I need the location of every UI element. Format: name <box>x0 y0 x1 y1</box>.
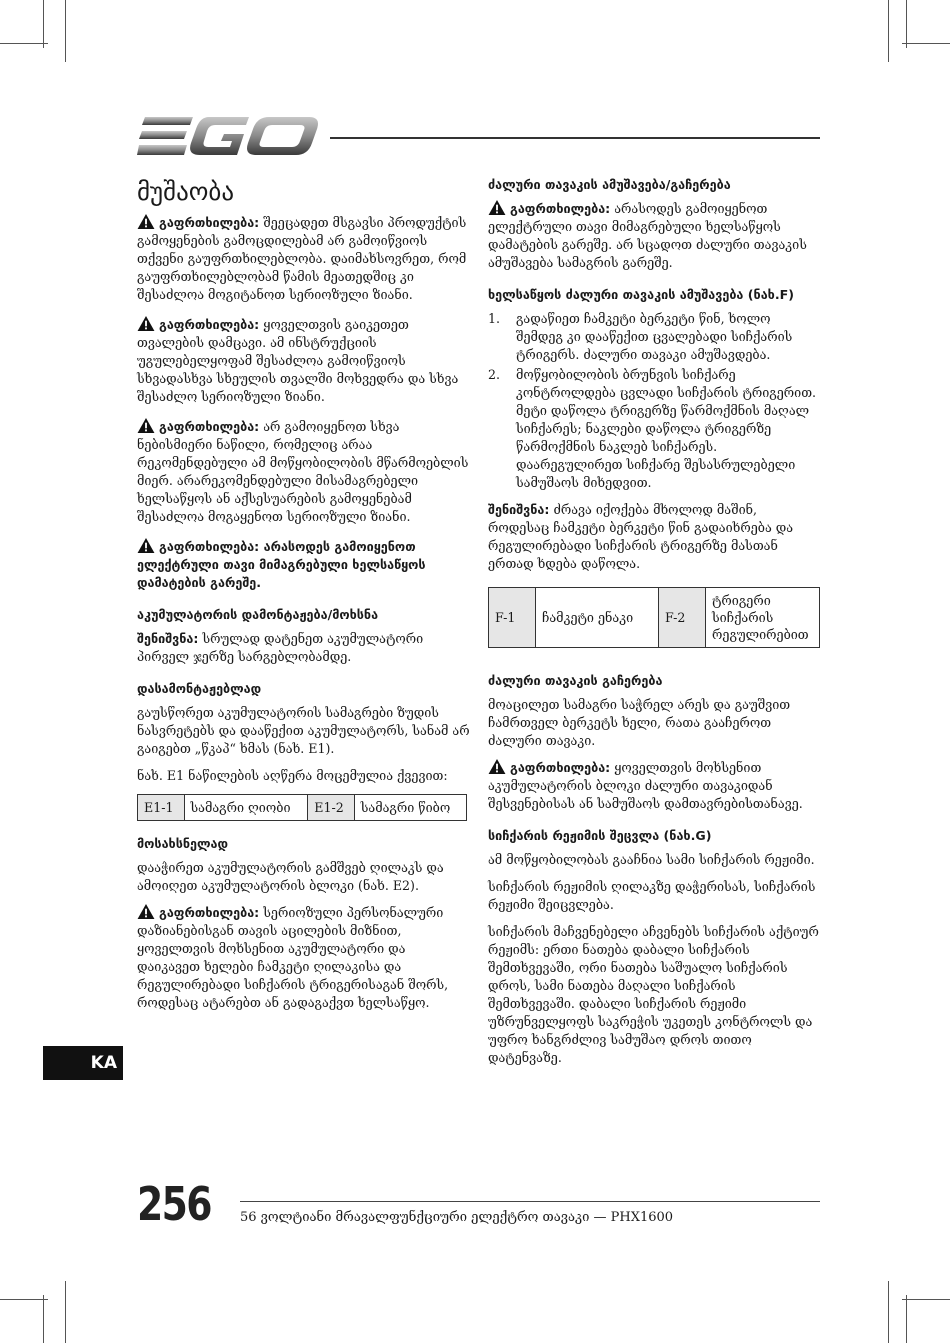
warning-label: გაფრთხილება: <box>159 215 260 230</box>
warning-text: არ გამოიყენოთ სხვა ნებისმიერი ნაწილი, რომელიც არაა რეკომენდებული ამ მოწყობილობის მწარმოებლის მიერ. არარეკომენდებული მისამაგრებელი ხელსაწყოს ან აქსესუარების გამოყენებამ შესაძლოა მოგაყენოთ სერიოზული ზიანი. <box>137 419 469 524</box>
warning-label: გაფრთხილება: <box>159 539 260 554</box>
speed-paragraph: სიჩქარის მაჩვენებელი აჩვენებს სიჩქარის აქტიურ რეჟიმს: ერთი ნათება დაბალი სიჩქარის შემთხვევაში, ორი ნათება საშუალო სიჩქარის დროს, სამი ნათება მაღალი სიჩქარის შემთხვევაში. დაბალი სიჩქარის რეჟიმი უზრუნველყოფს საკრეჭის უკეთეს კონტროლს და უფრო ხანგრძლივ სამუშაო დროს თითო დატენვაზე. <box>488 924 819 1065</box>
warning-label: გაფრთხილება: <box>159 419 260 434</box>
table-cell-code: E1-2 <box>308 795 355 821</box>
start-stop-heading: ძალური თავაკის ამუშავება/გაჩერება <box>488 177 731 192</box>
step-number: 2. <box>488 367 501 382</box>
note-text: სრულად დატენეთ აკუმულატორი პირველ ჯერზე სარგებლობამდე. <box>137 631 424 664</box>
crop-mark <box>888 1281 889 1343</box>
warning-triangle-icon <box>137 538 155 553</box>
warning-text: ყოველთვის მოხსენით აკუმულატორის ბლოკი ძალური თავაკიდან შესვენებისას ან სამუშაოს დამთავრებისთანავე. <box>488 760 803 811</box>
warning-block <box>137 316 470 406</box>
page-title: მუშაობა <box>137 177 235 206</box>
warning-block <box>137 538 470 592</box>
e1-parts-table <box>137 794 467 821</box>
warning-triangle-icon <box>137 214 155 229</box>
stop-text: მოაცილეთ სამაგრი საჭრელ არეს და გაუშვით ჩამრთველ ბერკეტს ხელი, რათა გააჩეროთ ძალური თავაკი. <box>488 697 791 748</box>
step-text: მოწყობილობის ბრუნვის სიჩქარე კონტროლდება ცვლადი სიჩქარის ტრიგერით. მეტი დაწოლა ტრიგერზე წარმოქმნის მაღალ სიჩქარეს; ნაკლები დაწოლა ტრიგერზე წარმოქმნის ნაკლებ სიჩქარეს. დაარეგულირეთ სიჩქარე შესასრულებელი სამუშაოს მიხედვით. <box>516 367 817 490</box>
crop-mark <box>43 0 44 48</box>
header-rule <box>330 137 820 139</box>
warning-block <box>137 418 470 526</box>
note-label: შენიშვნა: <box>137 631 199 646</box>
remove-heading: მოსახსნელად <box>137 836 229 851</box>
speed-paragraph: სიჩქარის რეჟიმის ღილაკზე დაჭერისას, სიჩქარის რეჟიმი შეიცვლება. <box>488 879 816 912</box>
crop-mark <box>43 1295 44 1343</box>
crop-mark <box>0 43 48 44</box>
note-text: ძრავა იქოქება მხოლოდ მაშინ, როდესაც ჩამკეტი ბერკეტი წინ გადაიხრება და რეგულირებადი სიჩქარის ტრიგერზე მასთან ერთად ხდება დაწოლა. <box>488 502 794 571</box>
battery-heading: აკუმულატორის დამონტაჟება/მოხსნა <box>137 607 379 622</box>
warning-label: გაფრთხილება: <box>159 317 260 332</box>
warning-label: გაფრთხილება: <box>159 905 260 920</box>
table-cell-code: E1-1 <box>138 795 185 821</box>
warning-text: სერიოზული პერსონალური დაზიანებისგან თავის აცილების მიზნით, ყოველთვის მოხსენით აკუმულატორი და დაიკავეთ ხელები ჩამკეტი ღილაკისა და რეგულირებადი სიჩქარის ტრიგერისაგან შორს, როდესაც ატარებთ ან გადაგაქვთ ხელსაწყო. <box>137 905 449 1010</box>
motor-note <box>488 501 821 573</box>
table-cell-code: F-1 <box>489 588 536 648</box>
step-number: 1. <box>488 311 501 326</box>
step-text: გადაწიეთ ჩამკეტი ბერკეტი წინ, ხოლო შემდეგ კი დააწექით ცვალებადი სიჩქარის ტრიგერს. ძალური თავაკი ამუშავდება. <box>516 311 793 362</box>
speed-mode-heading: სიჩქარის რეჟიმის შეცვლა (ნახ.G) <box>488 828 712 843</box>
warning-text: არასოდეს გამოიყენოთ ელექტრული თავი მიმაგრებული ხელსაწყოს დამატების გარეშე. არ სცადოთ ძალური თავაკის ამუშავება სამაგრის გარეშე. <box>488 201 807 270</box>
tool-start-heading: ხელსაწყოს ძალური თავაკის ამუშავება (ნახ.F) <box>488 287 794 302</box>
crop-mark <box>65 0 66 62</box>
warning-triangle-icon <box>488 759 506 774</box>
crop-mark <box>0 1299 48 1300</box>
footer-rule <box>240 1201 820 1202</box>
language-tab: KA <box>43 1046 123 1080</box>
warning-text: შეეცადეთ მსგავსი პროდუქტის გამოყენების გამოცდილებამ არ გამოიწვიოს თქვენი გაუფრთხილებლობა. დაიმახსოვრეთ, რომ გაუფრთხილებლობამ წამის მეათედშიც კი შესაძლოა მოგიტანოთ სერიოზული ზიანი. <box>137 215 467 302</box>
warning-label: გაფრთხილება: <box>510 760 611 775</box>
note-label: შენიშვნა: <box>488 502 550 517</box>
warning-block <box>137 214 470 304</box>
list-item <box>488 366 821 492</box>
crop-mark <box>65 1281 66 1343</box>
table-row <box>138 795 467 821</box>
remove-text: დააჭირეთ აკუმულატორის გამშვებ ღილაკს და ამოიღეთ აკუმულატორის ბლოკი (ნახ. E2). <box>137 860 444 893</box>
f-parts-table <box>488 587 820 648</box>
table-cell-code: F-2 <box>659 588 706 648</box>
table-cell-label: სამაგრი ღიობი <box>184 795 308 821</box>
stop-heading: ძალური თავაკის გაჩერება <box>488 673 663 688</box>
install-text: გაუსწორეთ აკუმულატორის სამაგრები ზუდის ნასვრეტებს და დააწექით აკუმულატორს, სანამ არ გაიგებთ „წკაპ“ ხმას (ნახ. E1). <box>137 705 470 756</box>
table-row <box>489 588 820 648</box>
page-number: 256 <box>137 1177 211 1231</box>
crop-mark <box>906 1295 907 1343</box>
table-cell-label: სამაგრი წიბო <box>354 795 466 821</box>
warning-triangle-icon <box>488 200 506 215</box>
warning-triangle-icon <box>137 418 155 433</box>
right-column <box>488 176 821 1076</box>
steps-list <box>488 310 821 492</box>
list-item <box>488 310 821 364</box>
warning-block <box>488 200 821 272</box>
e1-caption: ნახ. E1 ნაწილების აღწერა მოცემულია ქვევით: <box>137 768 448 783</box>
warning-block <box>488 759 821 813</box>
table-cell-label: ჩამკეტი ენაკი <box>536 588 659 648</box>
crop-mark <box>902 1299 950 1300</box>
speed-paragraph: ამ მოწყობილობას გააჩნია სამი სიჩქარის რეჟიმი. <box>488 852 815 867</box>
warning-triangle-icon <box>137 904 155 919</box>
table-cell-label: ტრიგერი სიჩქარის რეგულირებით <box>706 588 820 648</box>
warning-text: არასოდეს გამოიყენოთ ელექტრული თავი მიმაგრებული ხელსაწყოს დამატების გარეშე. <box>137 539 426 590</box>
footer-text: 56 ვოლტიანი მრავალფუნქციური ელექტრო თავაკი — PHX1600 <box>240 1210 674 1225</box>
ego-logo <box>137 115 319 157</box>
warning-block <box>137 904 470 1012</box>
battery-note <box>137 630 470 666</box>
left-column <box>137 176 470 1024</box>
crop-mark <box>888 0 889 62</box>
crop-mark <box>902 43 950 44</box>
crop-mark <box>906 0 907 48</box>
install-heading: დასამონტაჟებლად <box>137 681 262 696</box>
warning-label: გაფრთხილება: <box>510 201 611 216</box>
warning-triangle-icon <box>137 316 155 331</box>
warning-text: ყოველთვის გაიკეთეთ თვალების დამცავი. ამ ინსტრუქციის უგულებელყოფამ შესაძლოა გამოიწვიოს სხვადასხვა სხეულის თვალში მოხვედრა და სხვა შესაძლო სერიოზული ზიანი. <box>137 317 459 404</box>
